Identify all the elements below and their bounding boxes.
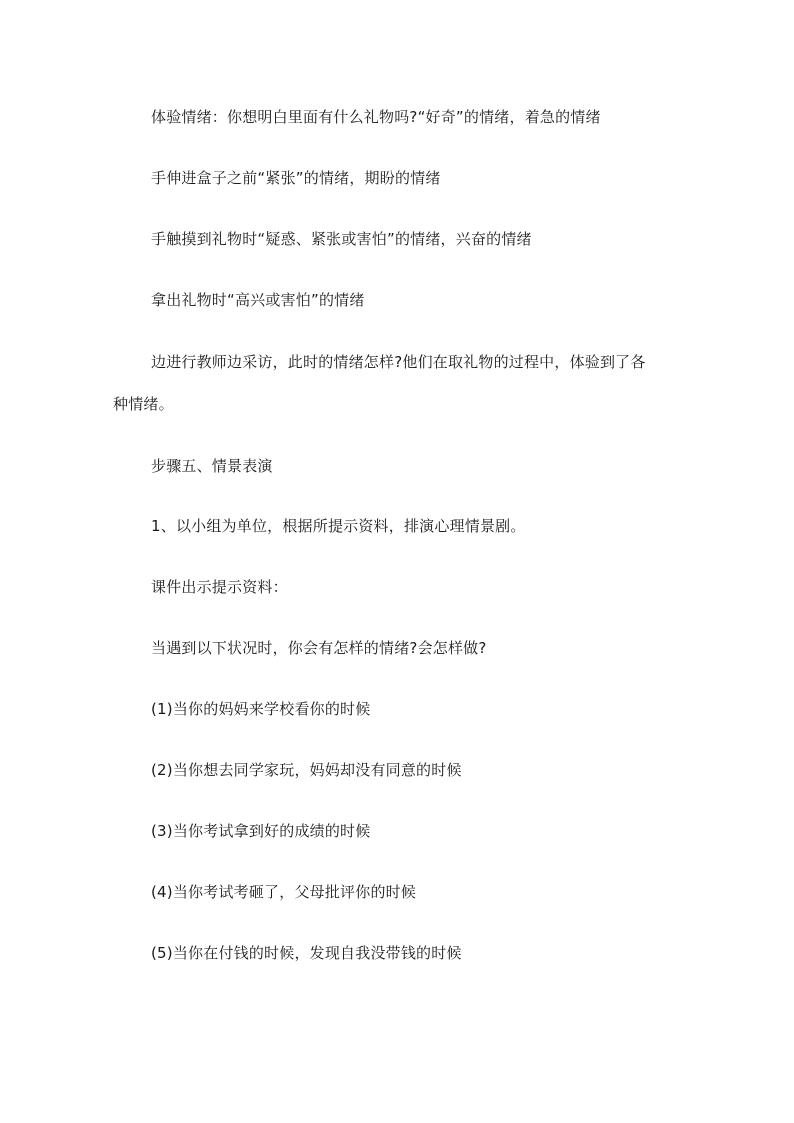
paragraph-touch-gift: 手触摸到礼物时“疑惑、紧张或害怕”的情绪，兴奋的情绪 xyxy=(151,230,532,248)
list-item-2: (2)当你想去同学家玩，妈妈却没有同意的时候 xyxy=(151,761,462,779)
paragraph-group-task: 1、以小组为单位，根据所提示资料，排演心理情景剧。 xyxy=(151,517,526,535)
paragraph-experience-emotion: 体验情绪：你想明白里面有什么礼物吗?“好奇”的情绪，着急的情绪 xyxy=(151,108,601,126)
paragraph-before-box: 手伸进盒子之前“紧张”的情绪，期盼的情绪 xyxy=(151,169,441,187)
list-item-4: (4)当你考试考砸了，父母批评你的时候 xyxy=(151,883,417,901)
list-item-3: (3)当你考试拿到好的成绩的时候 xyxy=(151,822,371,840)
paragraph-take-out-gift: 拿出礼物时“高兴或害怕”的情绪 xyxy=(151,291,365,309)
paragraph-teacher-interview-cont: 种情绪。 xyxy=(113,395,174,413)
list-item-1: (1)当你的妈妈来学校看你的时候 xyxy=(151,700,371,718)
section-heading-step5: 步骤五、情景表演 xyxy=(151,457,273,475)
paragraph-courseware: 课件出示提示资料： xyxy=(151,578,288,596)
paragraph-teacher-interview: 边进行教师边采访，此时的情绪怎样?他们在取礼物的过程中，体验到了各 xyxy=(151,353,646,371)
list-item-5: (5)当你在付钱的时候，发现自我没带钱的时候 xyxy=(151,944,462,962)
paragraph-question: 当遇到以下状况时，你会有怎样的情绪?会怎样做? xyxy=(151,639,487,657)
